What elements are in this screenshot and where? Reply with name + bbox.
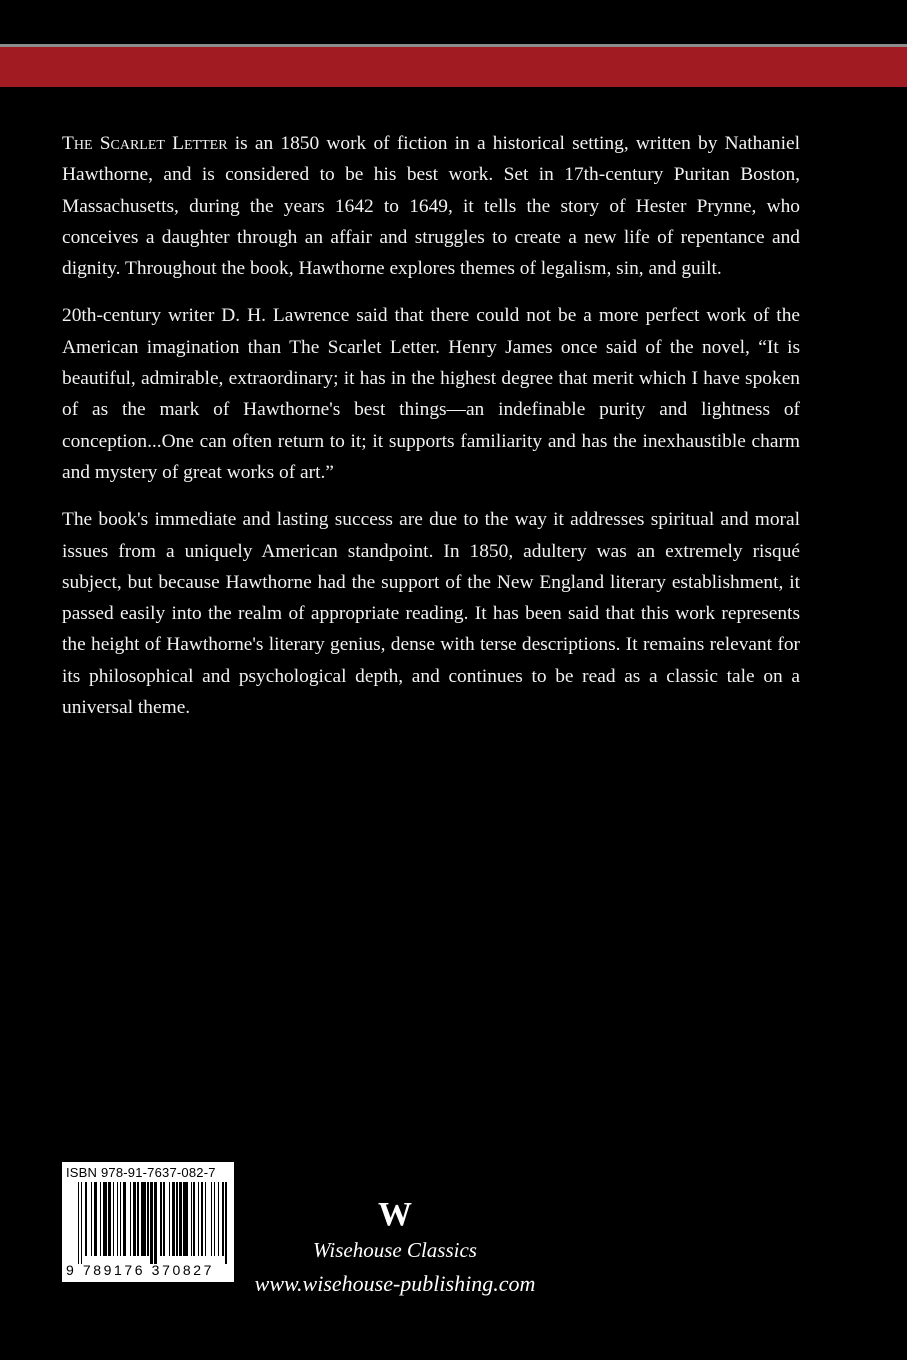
barcode-bar	[193, 1182, 194, 1256]
barcode-bar	[103, 1182, 107, 1256]
blurb-paragraph-1-text: is an 1850 work of fiction in a historical setting, written by Nathaniel Hawthorne, and is considered to be his best work. Set in 17th-century Puritan Boston, Massachusetts, during the years 1642 to 1649, it tells the story of Hester Prynne, who conceives a daughter through an affair and struggles to create a new life of repentance and dignity. Throughout the book, Hawthorne explores themes of legalism, sin, and guilt.	[62, 133, 800, 280]
red-band	[0, 47, 907, 87]
barcode-bar	[198, 1182, 199, 1256]
barcode-bar	[94, 1182, 97, 1256]
barcode-bar	[218, 1182, 219, 1256]
barcode-bar	[133, 1182, 136, 1256]
publisher-name: Wisehouse Classics	[313, 1238, 477, 1262]
barcode-bar	[117, 1182, 118, 1256]
barcode-bar	[85, 1182, 86, 1256]
publisher-block	[240, 1195, 550, 1303]
barcode-bar	[113, 1182, 114, 1256]
barcode-bar	[191, 1182, 192, 1256]
barcode-bar	[78, 1182, 79, 1264]
barcode-bar	[211, 1182, 212, 1256]
barcode-bar	[172, 1182, 175, 1256]
barcode-bar	[100, 1182, 101, 1256]
isbn-barcode	[62, 1162, 234, 1282]
back-cover-blurb	[62, 128, 800, 739]
blurb-paragraph-1	[62, 128, 800, 284]
barcode-bar	[150, 1182, 153, 1264]
barcode-bar	[179, 1182, 182, 1256]
barcode-bar	[147, 1182, 148, 1256]
barcode-bar	[91, 1182, 92, 1256]
barcode-bar	[205, 1182, 206, 1256]
blurb-paragraph-2: 20th-century writer D. H. Lawrence said that there could not be a more perfect work of the American imagination than The Scarlet Letter. Henry James once said of the novel, “It is beautiful, admirable, extraordinary; it has in the highest degree that merit which I have spoken of as the mark of Hawthorne's best things—an indefinable purity and lightness of conception...One can often return to it; it supports familiarity and has the inexhaustible charm and mystery of great works of art.”	[62, 305, 800, 483]
publisher-url[interactable]: www.wisehouse-publishing.com	[254, 1271, 536, 1296]
barcode-bar	[225, 1182, 226, 1264]
barcode-bar	[169, 1182, 170, 1256]
barcode-bar	[222, 1182, 223, 1256]
barcode-bar	[214, 1182, 215, 1256]
isbn-label: ISBN 978-91-7637-082-7	[66, 1165, 216, 1180]
barcode-bar	[141, 1182, 145, 1256]
barcode-bar	[163, 1182, 164, 1256]
book-title-inline: The Scarlet Letter	[62, 133, 228, 154]
barcode-bar	[201, 1182, 204, 1256]
blurb-paragraph-3: The book's immediate and lasting success are due to the way it addresses spiritual and moral issues from a uniquely American standpoint. In 1850, adultery was an extremely risqué subject, but because Hawthorne had the support of the New England literary establishment, it passed easily into the realm of appropriate reading. It has been said that this work represents the height of Hawthorne's literary genius, dense with terse descriptions. It remains relevant for its philosophical and psychological depth, and continues to be read as a classic tale on a universal theme.	[62, 509, 800, 719]
barcode-bar	[176, 1182, 177, 1256]
barcode-bar	[123, 1182, 126, 1256]
barcode-bar	[160, 1182, 161, 1256]
publisher-logo: W	[378, 1196, 412, 1233]
barcode-number: 9 789176 370827	[66, 1262, 214, 1278]
barcode-bar	[81, 1182, 82, 1264]
top-black-border	[0, 0, 907, 46]
barcode-bar	[120, 1182, 121, 1256]
barcode-bar	[130, 1182, 131, 1256]
barcode-bar	[108, 1182, 111, 1256]
barcode-bar	[154, 1182, 157, 1264]
barcode-bars	[78, 1182, 230, 1262]
barcode-bar	[137, 1182, 138, 1256]
barcode-bar	[183, 1182, 187, 1256]
